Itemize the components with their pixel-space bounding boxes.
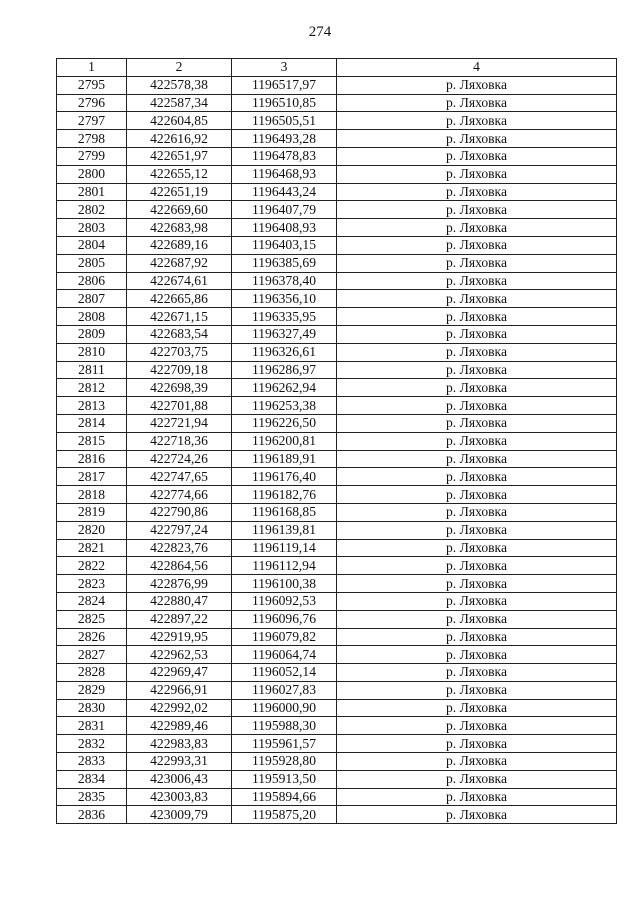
table-row	[57, 379, 617, 397]
x-coordinate-cell: 422701,88	[127, 397, 232, 415]
column-header-3: 3	[232, 59, 337, 77]
y-coordinate-cell: 1196176,40	[232, 468, 337, 486]
point-number-cell: 2806	[57, 272, 127, 290]
y-coordinate-cell: 1196478,83	[232, 147, 337, 165]
point-number-cell: 2821	[57, 539, 127, 557]
point-number-cell: 2829	[57, 681, 127, 699]
table-row	[57, 272, 617, 290]
y-coordinate-cell: 1196443,24	[232, 183, 337, 201]
table-row	[57, 592, 617, 610]
x-coordinate-cell: 423009,79	[127, 806, 232, 824]
description-cell: р. Ляховка	[337, 325, 617, 343]
y-coordinate-cell: 1196262,94	[232, 379, 337, 397]
point-number-cell: 2804	[57, 236, 127, 254]
table-row	[57, 450, 617, 468]
description-cell: р. Ляховка	[337, 379, 617, 397]
table-row	[57, 521, 617, 539]
table-row	[57, 503, 617, 521]
point-number-cell: 2802	[57, 201, 127, 219]
x-coordinate-cell: 422724,26	[127, 450, 232, 468]
description-cell: р. Ляховка	[337, 557, 617, 575]
description-cell: р. Ляховка	[337, 788, 617, 806]
y-coordinate-cell: 1196119,14	[232, 539, 337, 557]
description-cell: р. Ляховка	[337, 450, 617, 468]
point-number-cell: 2813	[57, 397, 127, 415]
x-coordinate-cell: 422683,54	[127, 325, 232, 343]
y-coordinate-cell: 1196356,10	[232, 290, 337, 308]
x-coordinate-cell: 422674,61	[127, 272, 232, 290]
point-number-cell: 2812	[57, 379, 127, 397]
description-cell: р. Ляховка	[337, 414, 617, 432]
y-coordinate-cell: 1196168,85	[232, 503, 337, 521]
point-number-cell: 2836	[57, 806, 127, 824]
point-number-cell: 2808	[57, 308, 127, 326]
description-cell: р. Ляховка	[337, 254, 617, 272]
x-coordinate-cell: 422989,46	[127, 717, 232, 735]
y-coordinate-cell: 1195875,20	[232, 806, 337, 824]
table-row	[57, 539, 617, 557]
point-number-cell: 2816	[57, 450, 127, 468]
table-row	[57, 699, 617, 717]
x-coordinate-cell: 422669,60	[127, 201, 232, 219]
description-cell: р. Ляховка	[337, 112, 617, 130]
table-row	[57, 325, 617, 343]
point-number-cell: 2800	[57, 165, 127, 183]
x-coordinate-cell: 422587,34	[127, 94, 232, 112]
y-coordinate-cell: 1196182,76	[232, 486, 337, 504]
point-number-cell: 2819	[57, 503, 127, 521]
y-coordinate-cell: 1196327,49	[232, 325, 337, 343]
y-coordinate-cell: 1196139,81	[232, 521, 337, 539]
x-coordinate-cell: 422864,56	[127, 557, 232, 575]
table-row	[57, 610, 617, 628]
description-cell: р. Ляховка	[337, 147, 617, 165]
y-coordinate-cell: 1196385,69	[232, 254, 337, 272]
description-cell: р. Ляховка	[337, 468, 617, 486]
point-number-cell: 2815	[57, 432, 127, 450]
x-coordinate-cell: 422718,36	[127, 432, 232, 450]
y-coordinate-cell: 1196403,15	[232, 236, 337, 254]
description-cell: р. Ляховка	[337, 699, 617, 717]
table-body	[57, 76, 617, 823]
x-coordinate-cell: 423003,83	[127, 788, 232, 806]
page-number: 274	[308, 24, 332, 40]
y-coordinate-cell: 1196000,90	[232, 699, 337, 717]
x-coordinate-cell: 422671,15	[127, 308, 232, 326]
point-number-cell: 2831	[57, 717, 127, 735]
y-coordinate-cell: 1195928,80	[232, 753, 337, 771]
description-cell: р. Ляховка	[337, 201, 617, 219]
description-cell: р. Ляховка	[337, 592, 617, 610]
table-row	[57, 414, 617, 432]
x-coordinate-cell: 422651,19	[127, 183, 232, 201]
point-number-cell: 2818	[57, 486, 127, 504]
description-cell: р. Ляховка	[337, 717, 617, 735]
x-coordinate-cell: 422790,86	[127, 503, 232, 521]
table-row	[57, 735, 617, 753]
column-header-1: 1	[57, 59, 127, 77]
y-coordinate-cell: 1196112,94	[232, 557, 337, 575]
y-coordinate-cell: 1196510,85	[232, 94, 337, 112]
x-coordinate-cell: 422919,95	[127, 628, 232, 646]
point-number-cell: 2810	[57, 343, 127, 361]
y-coordinate-cell: 1196092,53	[232, 592, 337, 610]
x-coordinate-cell: 422721,94	[127, 414, 232, 432]
description-cell: р. Ляховка	[337, 664, 617, 682]
description-cell: р. Ляховка	[337, 165, 617, 183]
y-coordinate-cell: 1196100,38	[232, 575, 337, 593]
table-row	[57, 646, 617, 664]
table-row	[57, 557, 617, 575]
table-row	[57, 130, 617, 148]
table-row	[57, 361, 617, 379]
description-cell: р. Ляховка	[337, 343, 617, 361]
x-coordinate-cell: 422698,39	[127, 379, 232, 397]
description-cell: р. Ляховка	[337, 681, 617, 699]
coordinates-table	[56, 58, 617, 824]
x-coordinate-cell: 422683,98	[127, 219, 232, 237]
point-number-cell: 2807	[57, 290, 127, 308]
x-coordinate-cell: 422983,83	[127, 735, 232, 753]
y-coordinate-cell: 1196468,93	[232, 165, 337, 183]
point-number-cell: 2830	[57, 699, 127, 717]
x-coordinate-cell: 422962,53	[127, 646, 232, 664]
table-header-row	[57, 59, 617, 77]
x-coordinate-cell: 422687,92	[127, 254, 232, 272]
x-coordinate-cell: 422823,76	[127, 539, 232, 557]
y-coordinate-cell: 1195961,57	[232, 735, 337, 753]
point-number-cell: 2811	[57, 361, 127, 379]
point-number-cell: 2824	[57, 592, 127, 610]
point-number-cell: 2827	[57, 646, 127, 664]
y-coordinate-cell: 1196505,51	[232, 112, 337, 130]
y-coordinate-cell: 1195988,30	[232, 717, 337, 735]
point-number-cell: 2835	[57, 788, 127, 806]
point-number-cell: 2795	[57, 76, 127, 94]
table-row	[57, 788, 617, 806]
description-cell: р. Ляховка	[337, 753, 617, 771]
y-coordinate-cell: 1196517,97	[232, 76, 337, 94]
x-coordinate-cell: 422747,65	[127, 468, 232, 486]
x-coordinate-cell: 422797,24	[127, 521, 232, 539]
table-row	[57, 397, 617, 415]
point-number-cell: 2797	[57, 112, 127, 130]
description-cell: р. Ляховка	[337, 272, 617, 290]
table-row	[57, 290, 617, 308]
table-row	[57, 575, 617, 593]
y-coordinate-cell: 1196079,82	[232, 628, 337, 646]
x-coordinate-cell: 422689,16	[127, 236, 232, 254]
x-coordinate-cell: 422604,85	[127, 112, 232, 130]
point-number-cell: 2805	[57, 254, 127, 272]
x-coordinate-cell: 422616,92	[127, 130, 232, 148]
description-cell: р. Ляховка	[337, 236, 617, 254]
point-number-cell: 2822	[57, 557, 127, 575]
table-row	[57, 432, 617, 450]
description-cell: р. Ляховка	[337, 503, 617, 521]
point-number-cell: 2798	[57, 130, 127, 148]
point-number-cell: 2801	[57, 183, 127, 201]
point-number-cell: 2832	[57, 735, 127, 753]
description-cell: р. Ляховка	[337, 76, 617, 94]
description-cell: р. Ляховка	[337, 183, 617, 201]
table-row	[57, 254, 617, 272]
y-coordinate-cell: 1196189,91	[232, 450, 337, 468]
y-coordinate-cell: 1195913,50	[232, 770, 337, 788]
point-number-cell: 2799	[57, 147, 127, 165]
description-cell: р. Ляховка	[337, 361, 617, 379]
table-row	[57, 468, 617, 486]
x-coordinate-cell: 422578,38	[127, 76, 232, 94]
point-number-cell: 2823	[57, 575, 127, 593]
description-cell: р. Ляховка	[337, 130, 617, 148]
x-coordinate-cell: 422993,31	[127, 753, 232, 771]
point-number-cell: 2825	[57, 610, 127, 628]
y-coordinate-cell: 1196408,93	[232, 219, 337, 237]
description-cell: р. Ляховка	[337, 308, 617, 326]
table-row	[57, 165, 617, 183]
y-coordinate-cell: 1196027,83	[232, 681, 337, 699]
description-cell: р. Ляховка	[337, 575, 617, 593]
description-cell: р. Ляховка	[337, 94, 617, 112]
description-cell: р. Ляховка	[337, 521, 617, 539]
description-cell: р. Ляховка	[337, 290, 617, 308]
point-number-cell: 2820	[57, 521, 127, 539]
table-row	[57, 770, 617, 788]
description-cell: р. Ляховка	[337, 432, 617, 450]
description-cell: р. Ляховка	[337, 806, 617, 824]
x-coordinate-cell: 423006,43	[127, 770, 232, 788]
point-number-cell: 2817	[57, 468, 127, 486]
table-row	[57, 806, 617, 824]
y-coordinate-cell: 1196493,28	[232, 130, 337, 148]
y-coordinate-cell: 1196378,40	[232, 272, 337, 290]
x-coordinate-cell: 422655,12	[127, 165, 232, 183]
description-cell: р. Ляховка	[337, 539, 617, 557]
y-coordinate-cell: 1196200,81	[232, 432, 337, 450]
y-coordinate-cell: 1196096,76	[232, 610, 337, 628]
x-coordinate-cell: 422774,66	[127, 486, 232, 504]
y-coordinate-cell: 1196407,79	[232, 201, 337, 219]
table-row	[57, 76, 617, 94]
point-number-cell: 2826	[57, 628, 127, 646]
point-number-cell: 2796	[57, 94, 127, 112]
y-coordinate-cell: 1196286,97	[232, 361, 337, 379]
point-number-cell: 2828	[57, 664, 127, 682]
description-cell: р. Ляховка	[337, 486, 617, 504]
table-row	[57, 308, 617, 326]
x-coordinate-cell: 422966,91	[127, 681, 232, 699]
y-coordinate-cell: 1196064,74	[232, 646, 337, 664]
y-coordinate-cell: 1196335,95	[232, 308, 337, 326]
x-coordinate-cell: 422876,99	[127, 575, 232, 593]
description-cell: р. Ляховка	[337, 397, 617, 415]
table-row	[57, 343, 617, 361]
column-header-2: 2	[127, 59, 232, 77]
table-row	[57, 112, 617, 130]
table-row	[57, 486, 617, 504]
description-cell: р. Ляховка	[337, 770, 617, 788]
x-coordinate-cell: 422897,22	[127, 610, 232, 628]
table-row	[57, 219, 617, 237]
table-row	[57, 183, 617, 201]
description-cell: р. Ляховка	[337, 219, 617, 237]
y-coordinate-cell: 1196253,38	[232, 397, 337, 415]
x-coordinate-cell: 422969,47	[127, 664, 232, 682]
table-row	[57, 147, 617, 165]
description-cell: р. Ляховка	[337, 628, 617, 646]
table-row	[57, 236, 617, 254]
point-number-cell: 2803	[57, 219, 127, 237]
point-number-cell: 2833	[57, 753, 127, 771]
column-header-4: 4	[337, 59, 617, 77]
x-coordinate-cell: 422665,86	[127, 290, 232, 308]
table-row	[57, 753, 617, 771]
description-cell: р. Ляховка	[337, 735, 617, 753]
x-coordinate-cell: 422709,18	[127, 361, 232, 379]
x-coordinate-cell: 422651,97	[127, 147, 232, 165]
description-cell: р. Ляховка	[337, 646, 617, 664]
table-row	[57, 628, 617, 646]
table-row	[57, 717, 617, 735]
y-coordinate-cell: 1196226,50	[232, 414, 337, 432]
point-number-cell: 2809	[57, 325, 127, 343]
point-number-cell: 2834	[57, 770, 127, 788]
table-row	[57, 201, 617, 219]
table-row	[57, 664, 617, 682]
y-coordinate-cell: 1196326,61	[232, 343, 337, 361]
x-coordinate-cell: 422880,47	[127, 592, 232, 610]
x-coordinate-cell: 422992,02	[127, 699, 232, 717]
table-row	[57, 94, 617, 112]
y-coordinate-cell: 1195894,66	[232, 788, 337, 806]
table-row	[57, 681, 617, 699]
x-coordinate-cell: 422703,75	[127, 343, 232, 361]
description-cell: р. Ляховка	[337, 610, 617, 628]
point-number-cell: 2814	[57, 414, 127, 432]
y-coordinate-cell: 1196052,14	[232, 664, 337, 682]
